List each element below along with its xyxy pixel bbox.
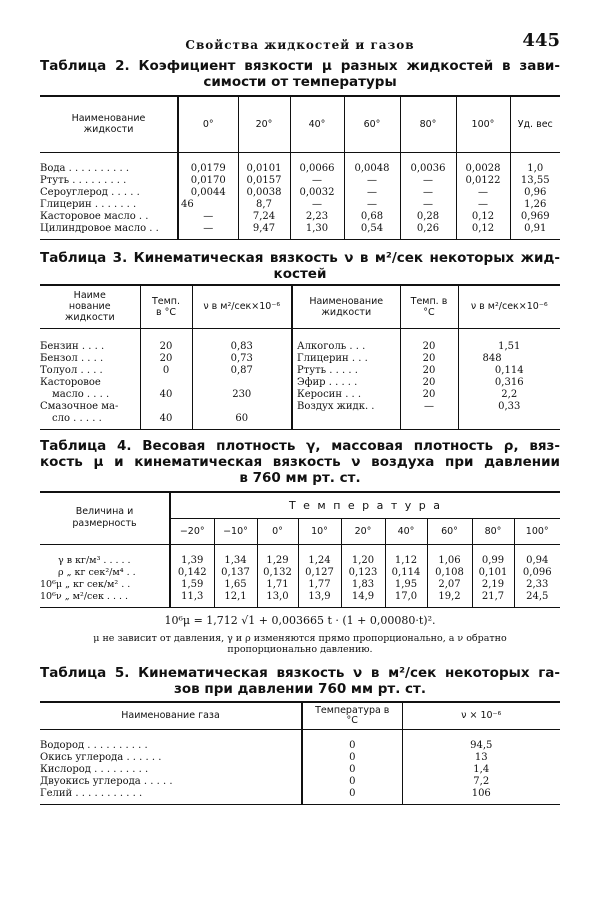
t3-cell: 20 [422, 353, 436, 364]
t3-name: Касторовое [40, 377, 101, 388]
t3-cell: 2,2 [501, 389, 518, 400]
t3-cell: 0,87 [230, 365, 253, 376]
t4-cell: 1,65 [224, 578, 247, 590]
t2-name: Цилиндровое масло . . [40, 222, 159, 234]
t4-row-label: ρ „ кг сек²/м⁴ . . [58, 566, 136, 578]
table3-title: Таблица 3. Кинематическая вязкость ν в м²/сек некоторых жид- костей [40, 249, 560, 282]
t4-cell: 0,99 [481, 554, 505, 566]
t4-col [341, 544, 385, 607]
t4-cell: 0,127 [305, 566, 334, 578]
t2-cell: 0,12 [471, 222, 495, 234]
t5-col-names [40, 730, 302, 805]
t5-cell: 1,4 [473, 764, 490, 775]
t2-cell: — [203, 210, 214, 222]
t4-cell: 1,95 [394, 578, 418, 590]
t2-name: Ртуть . . . . . . . . . [40, 174, 127, 186]
t2-col-60 [344, 152, 400, 239]
t2-col-100 [456, 152, 510, 239]
t2-h-name: Наименование жидкости [40, 96, 178, 152]
t4-h-temp: 60° [427, 518, 472, 544]
t2-h-20: 20° [238, 96, 290, 152]
t2-h-100: 100° [456, 96, 510, 152]
t3-cell: 0,33 [498, 401, 521, 412]
t2-col-80 [400, 152, 456, 239]
t2-cell: 2,23 [305, 210, 329, 222]
t2-name: Касторовое масло . . [40, 210, 149, 222]
t4-cell: 19,2 [438, 590, 461, 602]
t4-cell: 21,7 [481, 590, 505, 602]
t3-name: Бензол . . . . [40, 353, 104, 364]
t2-cell: 0,0038 [246, 186, 282, 198]
t2-cell: 9,47 [252, 222, 276, 234]
t2-h-40: 40° [290, 96, 344, 152]
t3-name: Смазочное ма- [40, 401, 119, 412]
t4-cell: 11,3 [181, 590, 204, 602]
running-title: Свойства жидкостей и газов [185, 38, 415, 52]
t4-cell: 1,39 [181, 554, 204, 566]
t4-h-quantity: Величина и размерность [40, 492, 170, 544]
t3-name: Глицерин . . . [297, 353, 368, 364]
t2-name: Глицерин . . . . . . . [40, 198, 137, 210]
t3-h-temp-right: Темп. в °С [400, 285, 458, 329]
t2-cell: 0,0036 [410, 162, 446, 174]
table2-title: Таблица 2. Коэфициент вязкости μ разных жидкостей в зави- симости от температуры [40, 58, 560, 90]
table4-note [40, 633, 560, 655]
t2-cell: 0,0179 [190, 162, 226, 174]
t4-col [427, 544, 472, 607]
t5-name: Двуокись углерода . . . . . [40, 776, 173, 787]
t4-cell: 13,9 [308, 590, 331, 602]
t3-cell: 848 [482, 353, 502, 364]
t2-h-0: 0° [178, 96, 238, 152]
t4-h-temp: 0° [257, 518, 298, 544]
t3-cell: 20 [422, 377, 436, 388]
t2-name: Вода . . . . . . . . . . [40, 162, 130, 174]
t4-cell: 0,108 [435, 566, 464, 578]
t4-cell: 2,19 [481, 578, 505, 590]
t2-cell: 0,0032 [299, 186, 335, 198]
t4-col [385, 544, 427, 607]
t3-cell: 0,316 [494, 377, 524, 388]
t2-cell: 0,0170 [190, 174, 226, 186]
t2-cell: — [367, 198, 377, 210]
t3-cell: 20 [422, 389, 436, 400]
t2-cell: — [423, 198, 433, 210]
t5-cell: 0 [349, 752, 356, 763]
t2-cell: 0,26 [416, 222, 440, 234]
t2-cell: 1,0 [527, 162, 544, 174]
t4-col [298, 544, 341, 607]
t4-cell: 12,1 [224, 590, 247, 602]
t4-cell: 1,71 [266, 578, 289, 590]
t3-name: Керосин . . . [297, 389, 362, 400]
table5 [40, 701, 560, 806]
t2-cell: 0,28 [416, 210, 440, 222]
t4-col [214, 544, 257, 607]
t2-cell: 0,54 [360, 222, 384, 234]
t5-cell: 0 [349, 788, 356, 799]
t4-h-temp: 10° [298, 518, 341, 544]
t4-row-label: 10⁶μ „ кг сек/м² . . [40, 578, 131, 590]
t2-cell: 7,24 [252, 210, 276, 222]
t2-cell: — [367, 186, 377, 198]
t3-name: сло . . . . . [52, 413, 102, 424]
t4-cell: 1,20 [351, 554, 375, 566]
t3-cell: 60 [235, 413, 249, 424]
t4-cell: 0,114 [391, 566, 421, 578]
t3-name: Эфир . . . . . [297, 377, 358, 388]
t4-col [170, 544, 214, 607]
t2-cell: 0,91 [524, 222, 547, 234]
t5-name: Гелий . . . . . . . . . . . [40, 788, 143, 799]
t3-col-names-left [40, 329, 140, 430]
t2-h-specific-weight: Уд. вес [510, 96, 560, 152]
t2-cell: — [478, 186, 488, 198]
t2-cell: 1,30 [305, 222, 329, 234]
t3-cell: 1,51 [498, 341, 521, 352]
t4-cell: 0,096 [522, 566, 552, 578]
t2-cell: 0,0101 [246, 162, 282, 174]
t4-cell: 0,94 [526, 554, 549, 566]
t2-col-20 [238, 152, 290, 239]
t4-col [472, 544, 514, 607]
t4-h-temp: 40° [385, 518, 427, 544]
t3-name: масло . . . . [52, 389, 110, 400]
t5-cell: 7,2 [473, 776, 490, 787]
running-header [40, 30, 560, 56]
t2-cell: 0,0157 [246, 174, 282, 186]
t4-cell: 1,83 [351, 578, 375, 590]
page-number: 445 [522, 30, 560, 51]
t2-name: Сероуглерод . . . . . [40, 186, 140, 198]
t2-cell: — [423, 186, 433, 198]
t2-cell: — [423, 174, 433, 186]
t3-h-name-right: Наименование жидкости [292, 285, 400, 329]
t4-cell: 1,34 [224, 554, 247, 566]
t4-h-temperature: Т е м п е р а т у р а [170, 492, 560, 518]
t4-h-temp: 80° [472, 518, 514, 544]
t4-row-label: γ в кг/м³ . . . . . [58, 554, 131, 566]
t2-cell: 13,55 [520, 174, 550, 186]
t3-name: Бензин . . . . [40, 341, 105, 352]
t3-cell: — [424, 401, 434, 412]
t5-name: Водород . . . . . . . . . . [40, 740, 148, 751]
t3-cell: 20 [159, 353, 173, 364]
table4-note-line: пропорционально давлению. [227, 643, 373, 655]
t2-cell: 8,7 [256, 198, 272, 210]
t3-name: Алкоголь . . . [297, 341, 366, 352]
t4-cell: 1,12 [394, 554, 418, 566]
t3-col-temp-left [140, 329, 192, 430]
t2-h-80: 80° [400, 96, 456, 152]
t2-cell: 0,68 [360, 210, 384, 222]
t5-cell: 0 [349, 776, 356, 787]
t3-col-nu-left [192, 329, 292, 430]
t3-col-nu-right [458, 329, 560, 430]
t3-cell [141, 401, 192, 413]
t5-col-temp [302, 730, 402, 805]
t3-name: Толуол . . . . [40, 365, 103, 376]
t5-h-nu: ν × 10⁻⁶ [402, 702, 560, 730]
t4-h-temp: 20° [341, 518, 385, 544]
t3-col-temp-right [400, 329, 458, 430]
t5-name: Кислород . . . . . . . . . [40, 764, 149, 775]
t5-name: Окись углерода . . . . . . [40, 752, 162, 763]
t5-cell: 94,5 [470, 740, 493, 751]
t4-h-temp: 100° [514, 518, 560, 544]
t4-col [257, 544, 298, 607]
t2-cell: 0,0028 [465, 162, 501, 174]
t2-col-40 [290, 152, 344, 239]
t2-cell: 0,0048 [354, 162, 390, 174]
t3-cell: 0,73 [230, 353, 253, 364]
viscosity-formula: 10⁶μ = 1,712 √1 + 0,003665 t · (1 + 0,00080·t)². [164, 613, 436, 627]
t3-cell: 230 [232, 389, 252, 400]
t3-cell [193, 377, 292, 389]
t5-cell: 106 [471, 788, 491, 799]
t3-name: Воздух жидк. . [297, 401, 375, 412]
t4-cell: 17,0 [394, 590, 418, 602]
t2-cell: 0,0122 [465, 174, 501, 186]
t2-cell: 0,0044 [190, 186, 226, 198]
t2-cell: 0,969 [520, 210, 550, 222]
t4-col-labels [40, 544, 170, 607]
t2-cell: 1,26 [524, 198, 547, 210]
t4-cell: 1,77 [308, 578, 331, 590]
t3-name: Ртуть . . . . . [297, 365, 358, 376]
t4-cell: 1,24 [308, 554, 331, 566]
t3-h-name-left: Наиме нование жидкости [40, 285, 140, 329]
table3 [40, 284, 560, 431]
t3-cell: 0,83 [230, 341, 253, 352]
t2-cell: — [203, 222, 214, 234]
t4-cell: 14,9 [351, 590, 375, 602]
t5-cell: 13 [474, 752, 488, 763]
t2-cell: — [312, 174, 322, 186]
t2-cell: 0,0066 [299, 162, 335, 174]
t4-cell: 0,142 [177, 566, 207, 578]
t3-cell: 0 [162, 365, 170, 376]
t2-cell: 46 [181, 198, 194, 210]
t2-col-specific-weight [510, 152, 560, 239]
t3-cell [141, 377, 192, 389]
t3-cell: 20 [422, 365, 436, 376]
t3-cell: 40 [159, 413, 173, 424]
table4-title: Таблица 4. Весовая плотность γ, массовая плотность ρ, вяз- кость μ и кинематическая вязкость ν воздуха при давлении в 760 мм рт. ст. [40, 438, 560, 486]
t5-h-gas-name: Наименование газа [40, 702, 302, 730]
t5-col-nu [402, 730, 560, 805]
t2-cell: — [478, 198, 488, 210]
t4-cell: 1,06 [438, 554, 461, 566]
table4-note-line: μ не зависит от давления, γ и ρ изменяются прямо пропорционально, а ν обратно [93, 632, 507, 644]
t4-h-temp: −20° [170, 518, 214, 544]
t3-col-names-right [292, 329, 400, 430]
t3-h-nu-right: ν в м²/сек×10⁻⁶ [458, 285, 560, 329]
t4-cell: 2,33 [526, 578, 549, 590]
t5-cell: 0 [349, 740, 356, 751]
t4-cell: 24,5 [526, 590, 549, 602]
book-page [40, 30, 560, 805]
t4-cell: 1,29 [266, 554, 289, 566]
t4-cell: 0,123 [348, 566, 378, 578]
t3-cell: 20 [159, 341, 173, 352]
table5-title: Таблица 5. Кинематическая вязкость ν в м²/сек некоторых га- зов при давлении 760 мм рт. ст. [40, 664, 560, 697]
t5-cell: 0 [349, 764, 356, 775]
t4-cell: 0,132 [263, 566, 292, 578]
t3-cell [193, 401, 292, 413]
t3-cell: 20 [422, 341, 436, 352]
t4-cell: 0,137 [221, 566, 250, 578]
t2-h-60: 60° [344, 96, 400, 152]
t4-cell: 13,0 [266, 590, 289, 602]
t3-h-nu-left: ν в м²/сек×10⁻⁶ [192, 285, 292, 329]
t2-cell: 0,12 [471, 210, 495, 222]
t2-cell: — [312, 198, 322, 210]
t2-cell: — [367, 174, 377, 186]
t2-cell: 0,96 [524, 186, 547, 198]
table4 [40, 491, 560, 608]
t2-col-0 [178, 152, 238, 239]
t5-h-temperature: Температура в °С [302, 702, 402, 730]
t3-cell: 0,114 [494, 365, 524, 376]
t4-row-label: 10⁶ν „ м²/сек . . . . [40, 590, 129, 602]
t4-cell: 1,59 [181, 578, 204, 590]
t4-cell: 2,07 [438, 578, 461, 590]
t2-col-names [40, 152, 178, 239]
t3-h-temp-left: Темп. в °С [140, 285, 192, 329]
t3-cell: 40 [159, 389, 173, 400]
t4-h-temp: −10° [214, 518, 257, 544]
t4-col [514, 544, 560, 607]
table2 [40, 95, 560, 240]
t4-cell: 0,101 [478, 566, 508, 578]
